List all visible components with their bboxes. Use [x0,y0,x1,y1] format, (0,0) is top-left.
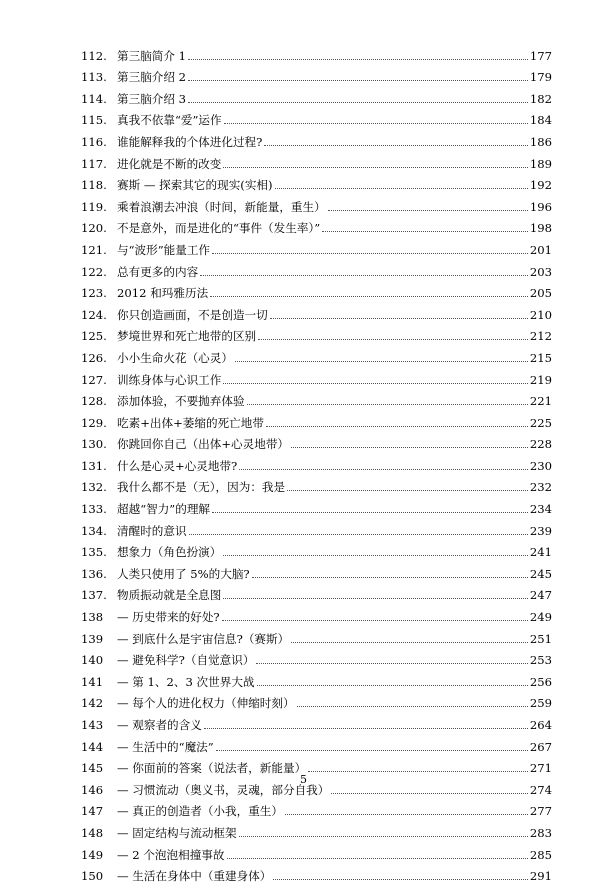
toc-dot-leader [291,642,528,643]
toc-entry-title[interactable]: — 生活在身体中（重建身体） [117,869,272,883]
toc-entry[interactable] [81,63,552,85]
toc-entry-page[interactable]: 277 [529,804,552,819]
toc-entry-page[interactable]: 264 [529,718,552,732]
toc-entry-number: 113. [81,70,107,85]
toc-entry[interactable] [81,257,552,279]
toc-entry-number: 143 [81,718,104,732]
toc-entry-page[interactable]: 189 [529,156,552,171]
toc-dot-leader [235,361,528,362]
toc-entry-number: 146 [81,782,104,797]
toc-entry-page[interactable]: 239 [529,523,552,538]
toc-entry[interactable] [81,559,552,581]
toc-entry-number: 115. [81,113,107,128]
toc-entry[interactable] [81,732,552,754]
toc-dot-leader [223,383,528,384]
toc-entry-title[interactable]: — 你面前的答案（说法者，新能量） [117,761,307,776]
toc-entry-number: 145 [81,761,104,776]
toc-entry-page[interactable]: 245 [529,566,552,581]
toc-entry-title[interactable]: 我什么都不是（无），因为：我是 [117,480,286,495]
toc-entry-page[interactable]: 249 [529,610,552,625]
toc-entry-page[interactable]: 271 [529,761,552,776]
toc-entry[interactable] [81,797,552,819]
toc-entry[interactable] [81,646,552,668]
toc-dot-leader [210,296,528,297]
toc-entry[interactable] [81,818,552,840]
toc-entry-title[interactable]: 梦境世界和死亡地带的区别 [117,329,257,344]
toc-entry-page[interactable]: 283 [529,825,552,840]
toc-entry-title[interactable]: — 到底什么是宇宙信息?（赛斯） [117,631,290,646]
toc-entry-number: 147 [81,804,104,819]
toc-entry[interactable] [81,451,552,473]
toc-entry-number: 112. [81,48,107,63]
toc-entry-number: 128. [81,394,107,409]
toc-entry[interactable] [81,106,552,128]
toc-dot-leader [297,706,528,707]
toc-dot-leader [331,793,527,794]
toc-entry-number: 131. [81,458,107,473]
toc-entry-number: 142 [81,696,104,711]
toc-entry-page[interactable]: 184 [529,113,552,128]
toc-entry[interactable] [81,624,552,646]
toc-dot-leader [200,275,528,276]
toc-entry-number: 148 [81,825,104,840]
toc-entry[interactable] [81,667,552,689]
toc-entry-page[interactable]: 241 [529,545,552,560]
toc-entry[interactable] [81,430,552,452]
toc-entry-page[interactable]: 230 [529,458,552,473]
toc-entry-page[interactable]: 210 [529,307,552,322]
toc-entry[interactable] [81,538,552,560]
table-of-contents [81,41,552,883]
toc-entry[interactable] [81,602,552,624]
toc-entry[interactable] [81,516,552,538]
toc-entry[interactable] [81,192,552,214]
toc-entry-number: 124. [81,307,107,322]
toc-entry-title[interactable]: — 生活中的“魔法” [117,739,214,754]
toc-dot-leader [212,512,528,513]
toc-entry-title[interactable]: 超越“智力”的理解 [117,502,211,517]
toc-entry-page[interactable]: 182 [529,91,552,106]
toc-dot-leader [252,577,528,578]
toc-entry[interactable] [81,171,552,193]
toc-entry[interactable] [81,127,552,149]
toc-entry-number: 127. [81,372,107,387]
toc-entry[interactable] [81,710,552,732]
toc-entry-number: 129. [81,415,107,430]
toc-entry-title[interactable]: 与“波形”能量工作 [117,242,211,257]
toc-entry-title[interactable]: 小小生命火花（心灵） [117,350,233,365]
toc-entry-number: 121. [81,242,107,257]
toc-entry-title[interactable]: — 真正的创造者（小我，重生） [117,804,283,819]
toc-entry[interactable] [81,235,552,257]
toc-dot-leader [322,231,528,232]
toc-entry-page[interactable]: 267 [529,739,552,754]
toc-entry-number: 126. [81,350,107,365]
toc-dot-leader [258,339,528,340]
toc-dot-leader [188,102,528,103]
toc-entry[interactable] [81,754,552,776]
toc-entry-title[interactable]: 想象力（角色扮演） [117,545,222,560]
toc-entry-number: 138 [81,610,104,625]
toc-entry-title[interactable]: 第三脑介绍 2 [117,70,187,85]
toc-entry-title[interactable]: 第三脑介绍 3 [117,91,187,106]
toc-entry-number: 125. [81,329,107,344]
toc-entry-page[interactable]: 256 [529,674,552,689]
toc-entry-number: 133. [81,502,107,517]
toc-dot-leader [264,145,528,146]
toc-entry-page[interactable]: 201 [529,242,552,257]
toc-entry-title[interactable]: 你跳回你自己（出体+心灵地带） [117,437,290,452]
toc-entry-number: 118. [81,178,107,193]
toc-dot-leader [291,447,528,448]
toc-dot-leader [223,167,528,168]
toc-dot-leader [256,663,527,664]
toc-entry-title[interactable]: 训练身体与心识工作 [117,372,222,387]
toc-entry[interactable] [81,408,552,430]
toc-entry-title[interactable]: 赛斯 — 探索其它的现实(实相) [117,178,273,193]
toc-entry-page[interactable]: 196 [529,199,552,214]
toc-entry-page[interactable]: 205 [529,286,552,301]
toc-entry-page[interactable]: 215 [529,350,552,365]
toc-dot-leader [239,469,528,470]
toc-entry-page[interactable]: 251 [529,631,552,646]
toc-entry-page[interactable]: 177 [529,48,552,63]
toc-entry[interactable] [81,41,552,63]
toc-dot-leader [224,123,528,124]
toc-entry-page[interactable]: 253 [529,653,552,668]
toc-entry-title[interactable]: 进化就是不断的改变 [117,156,222,171]
toc-dot-leader [227,858,528,859]
toc-entry-title[interactable]: 你只创造画面，不是创造一切 [117,307,268,322]
toc-dot-leader [204,728,528,729]
toc-entry-title[interactable]: 乘着浪潮去冲浪（时间，新能量，重生） [117,199,326,214]
toc-entry-page[interactable]: 274 [529,782,552,797]
toc-entry[interactable] [81,494,552,516]
toc-entry-title[interactable]: 人类只使用了 5%的大脑? [117,566,250,581]
toc-entry-title[interactable]: — 固定结构与流动框架 [117,825,237,840]
toc-entry-title[interactable]: 不是意外，而是进化的“事件（发生率）” [117,221,321,236]
toc-entry-page[interactable]: 285 [529,847,552,862]
toc-entry-title[interactable]: — 第 1、2、3 次世界大战 [117,674,255,689]
page-number: 5 [300,773,307,786]
toc-dot-leader [257,685,528,686]
toc-dot-leader [273,879,527,880]
toc-entry-title[interactable]: 第三脑简介 1 [117,48,187,63]
toc-entry-number: 149 [81,847,104,862]
toc-entry-title[interactable]: — 历史带来的好处? [117,610,220,625]
toc-entry[interactable] [81,862,552,883]
toc-entry-number: 123. [81,286,107,301]
toc-entry-number: 141 [81,674,104,689]
toc-entry[interactable] [81,279,552,301]
toc-entry-title[interactable]: — 观察者的含义 [117,718,202,732]
toc-entry-page[interactable]: 225 [529,415,552,430]
toc-dot-leader [275,188,528,189]
toc-dot-leader [266,426,528,427]
toc-entry-page[interactable]: 247 [529,588,552,603]
toc-entry-number: 119. [81,199,107,214]
toc-dot-leader [223,598,528,599]
toc-entry[interactable] [81,84,552,106]
toc-dot-leader [328,210,528,211]
toc-entry-title[interactable]: 真我不依靠“爱”运作 [117,113,222,128]
toc-dot-leader [216,750,528,751]
toc-entry-page[interactable]: 291 [529,869,552,883]
toc-dot-leader [223,555,528,556]
toc-entry[interactable] [81,365,552,387]
toc-entry[interactable] [81,214,552,236]
toc-entry[interactable] [81,322,552,344]
toc-entry-page[interactable]: 179 [529,70,552,85]
toc-entry-number: 134. [81,523,107,538]
toc-entry-page[interactable]: 259 [529,696,552,711]
toc-entry-title[interactable]: 清醒时的意识 [117,523,187,538]
toc-entry-page[interactable]: 234 [529,502,552,517]
toc-entry[interactable] [81,300,552,322]
toc-entry-title[interactable]: 物质振动就是全息图 [117,588,222,603]
toc-entry-number: 137. [81,588,107,603]
toc-entry-number: 116. [81,134,107,149]
toc-dot-leader [222,620,528,621]
toc-entry[interactable] [81,840,552,862]
toc-entry-title[interactable]: 2012 和玛雅历法 [117,286,209,301]
toc-entry-title[interactable]: — 每个人的进化权力（伸缩时刻） [117,696,295,711]
toc-entry-title[interactable]: — 习惯流动（奥义书，灵魂，部分自我） [117,782,330,797]
toc-entry-title[interactable]: 添加体验，不要抛弃体验 [117,394,245,409]
toc-entry-number: 144 [81,739,104,754]
toc-dot-leader [285,814,528,815]
toc-entry[interactable] [81,473,552,495]
toc-entry-page[interactable]: 232 [529,480,552,495]
toc-entry[interactable] [81,149,552,171]
toc-entry-number: 114. [81,91,107,106]
toc-dot-leader [287,490,528,491]
toc-entry-title[interactable]: 吃素+出体+萎缩的死亡地带 [117,415,264,430]
toc-entry-number: 117. [81,156,107,171]
toc-entry-title[interactable]: 什么是心灵+心灵地带? [117,458,238,473]
toc-entry-title[interactable]: — 2 个泡泡相撞事故 [117,847,225,862]
toc-entry-number: 135. [81,545,107,560]
toc-dot-leader [188,80,528,81]
toc-entry-number: 140 [81,653,104,668]
toc-entry-number: 120. [81,221,107,236]
toc-entry-page[interactable]: 192 [529,178,552,193]
toc-entry-number: 150 [81,869,104,883]
toc-entry-number: 130. [81,437,107,452]
toc-entry-number: 139 [81,631,104,646]
toc-entry-page[interactable]: 186 [529,134,552,149]
toc-dot-leader [189,534,528,535]
toc-entry-number: 122. [81,264,107,279]
toc-entry-title[interactable]: 谁能解释我的个体进化过程? [117,134,263,149]
toc-dot-leader [270,318,528,319]
toc-entry-title[interactable]: — 避免科学?（自觉意识） [117,653,255,668]
toc-entry-number: 136. [81,566,107,581]
toc-entry-page[interactable]: 198 [529,221,552,236]
toc-entry-number: 132. [81,480,107,495]
toc-entry-title[interactable]: 总有更多的内容 [117,264,199,279]
toc-dot-leader [247,404,528,405]
toc-entry-page[interactable]: 219 [529,372,552,387]
toc-entry[interactable] [81,387,552,409]
toc-entry-page[interactable]: 203 [529,264,552,279]
toc-entry-page[interactable]: 221 [529,394,552,409]
toc-dot-leader [188,59,528,60]
toc-entry[interactable] [81,689,552,711]
toc-entry[interactable] [81,581,552,603]
toc-entry[interactable] [81,343,552,365]
toc-dot-leader [239,836,528,837]
toc-entry-page[interactable]: 212 [529,329,552,344]
toc-dot-leader [212,253,528,254]
toc-entry-page[interactable]: 228 [529,437,552,452]
